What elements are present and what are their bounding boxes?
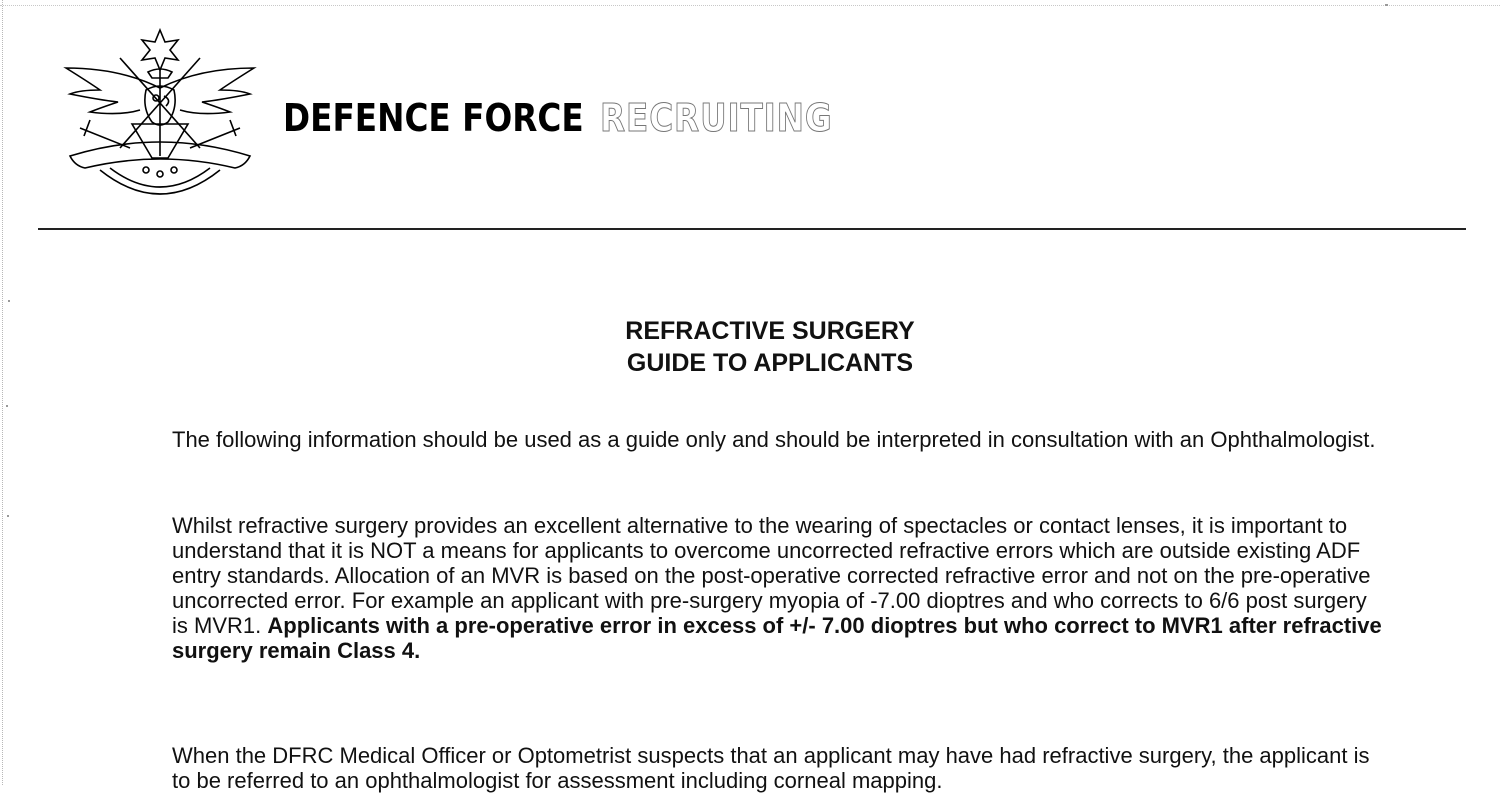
scan-speck [7,515,9,517]
paragraph-text: The following information should be used as a guide only and should be interpreted in consultation with an Ophthalmologist. [172,427,1376,452]
page-edge [2,0,4,785]
paragraph-refractive-surgery-policy [172,513,1382,663]
brand-name-outline: RECRUITING [599,96,833,140]
adf-crest-emblem [60,28,260,200]
scan-speck [1385,4,1388,6]
page-edge-top [0,5,1500,7]
letterhead-divider [38,228,1466,230]
paragraph-referral [172,743,1382,793]
title-line-1: REFRACTIVE SURGERY [625,317,915,345]
paragraph-bold-rule: Applicants with a pre-operative error in excess of +/- 7.00 dioptres but who correct to MVR1 after refractive surgery remain Class 4. [172,613,1382,663]
paragraph-text: When the DFRC Medical Officer or Optometrist suspects that an applicant may have had refractive surgery, the applicant is to be referred to an ophthalmologist for assessment including corneal mapping. [172,743,1370,793]
scan-speck [6,405,8,407]
document-title [520,315,1020,379]
paragraph-guide-notice [172,427,1382,452]
letterhead-brand [283,96,870,141]
paragraph-text: Whilst refractive surgery provides an excellent alternative to the wearing of spectacles or contact lenses, it is important to understand that it is NOT a means for applicants to overcome uncorrected refractive errors which are outside existing ADF entry standards. Allocation of an MVR is based on the post-operative corrected refractive error and not on the pre-operative uncorrected error. For example an applicant with pre-surgery myopia of -7.00 dioptres and who corrects to 6/6 post surgery is MVR1. [172,513,1371,638]
scan-speck [8,300,10,302]
brand-name-strong: DEFENCE FORCE [283,96,584,140]
title-line-2: GUIDE TO APPLICANTS [626,349,914,377]
